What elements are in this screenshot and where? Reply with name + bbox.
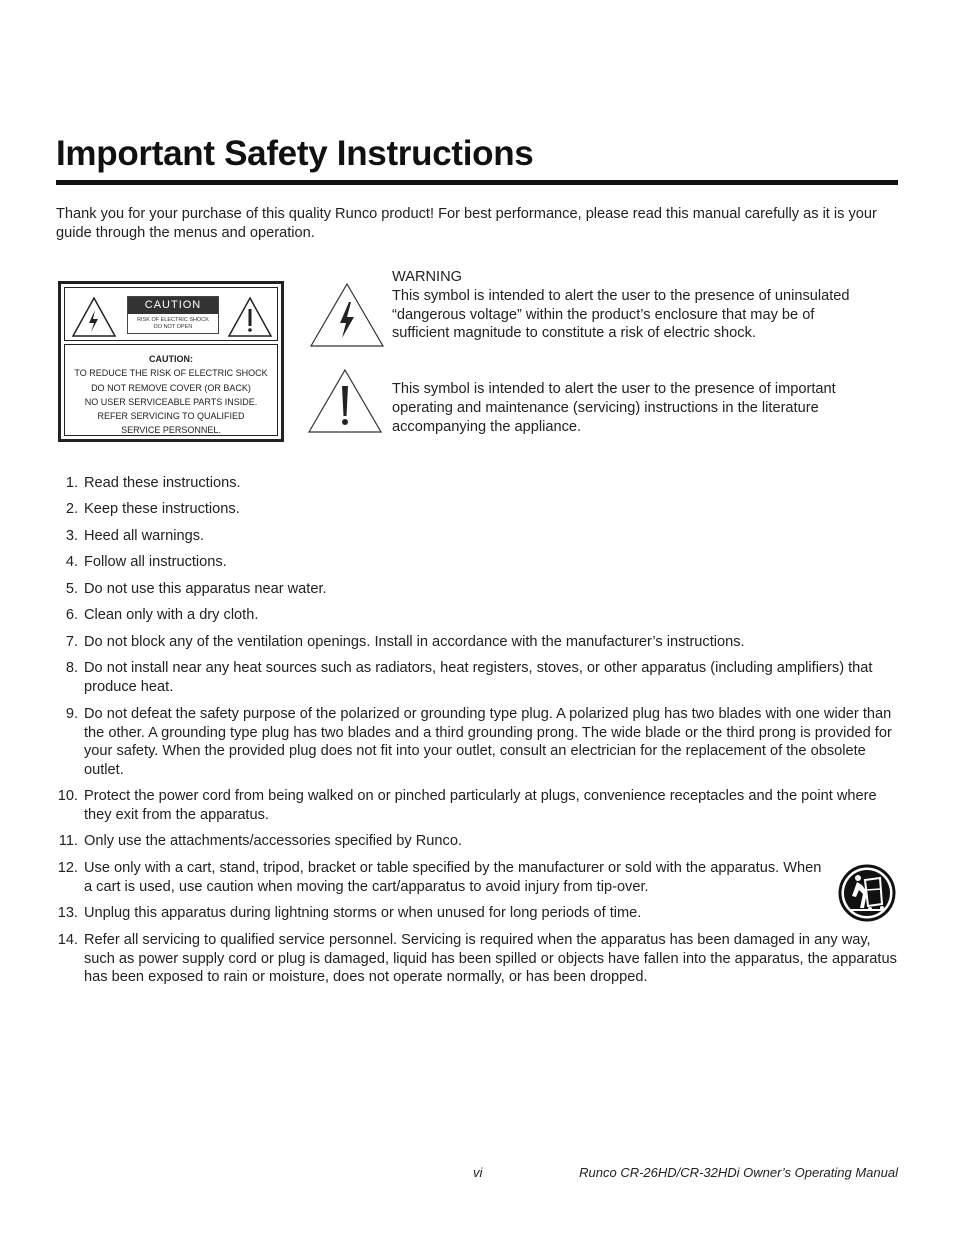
caution-line: NO USER SERVICEABLE PARTS INSIDE. [84, 396, 258, 407]
page-number: vi [473, 1165, 483, 1180]
caution-heading: CAUTION: [149, 354, 193, 364]
caution-line: REFER SERVICING TO QUALIFIED [97, 411, 245, 422]
lightning-triangle-icon [309, 282, 385, 348]
voltage-warning-body: This symbol is intended to alert the user to the presence of uninsulated “dangerous voltage” within the product’s enclosure that may be of sufficient magnitude to constitute a risk of electric shock. [392, 287, 850, 342]
caution-label-top [64, 287, 278, 341]
caution-line: DO NOT REMOVE COVER (OR BACK) [91, 382, 251, 393]
intro-paragraph: Thank you for your purchase of this quality Runco product! For best performance, please read this manual carefully as it is your guide through the menus and operation. [56, 206, 877, 241]
voltage-warning-text [392, 268, 852, 343]
exclamation-warning-text: This symbol is intended to alert the user to the presence of important operating and maintenance (servicing) instructions in the literature accompanying the appliance. [392, 381, 836, 435]
lightning-triangle-icon [71, 296, 117, 338]
caution-small-text: RISK OF ELECTRIC SHOCK DO NOT OPEN [137, 317, 209, 330]
caution-line: TO REDUCE THE RISK OF ELECTRIC SHOCK [74, 368, 268, 379]
caution-line: SERVICE PERSONNEL. [121, 425, 221, 436]
warning-heading: WARNING [392, 269, 462, 285]
cart-tip-over-icon [838, 864, 896, 922]
caution-banner: CAUTION [128, 297, 218, 314]
caution-label-center [127, 296, 219, 334]
manual-title: Runco CR-26HD/CR-32HDi Owner’s Operating Manual [579, 1165, 898, 1180]
exclamation-triangle-icon [307, 368, 383, 434]
caution-label [58, 281, 284, 442]
page-title: Important Safety Instructions [56, 134, 534, 173]
caution-label-text [64, 344, 278, 436]
exclamation-triangle-icon [227, 296, 273, 338]
title-rule [56, 180, 898, 185]
